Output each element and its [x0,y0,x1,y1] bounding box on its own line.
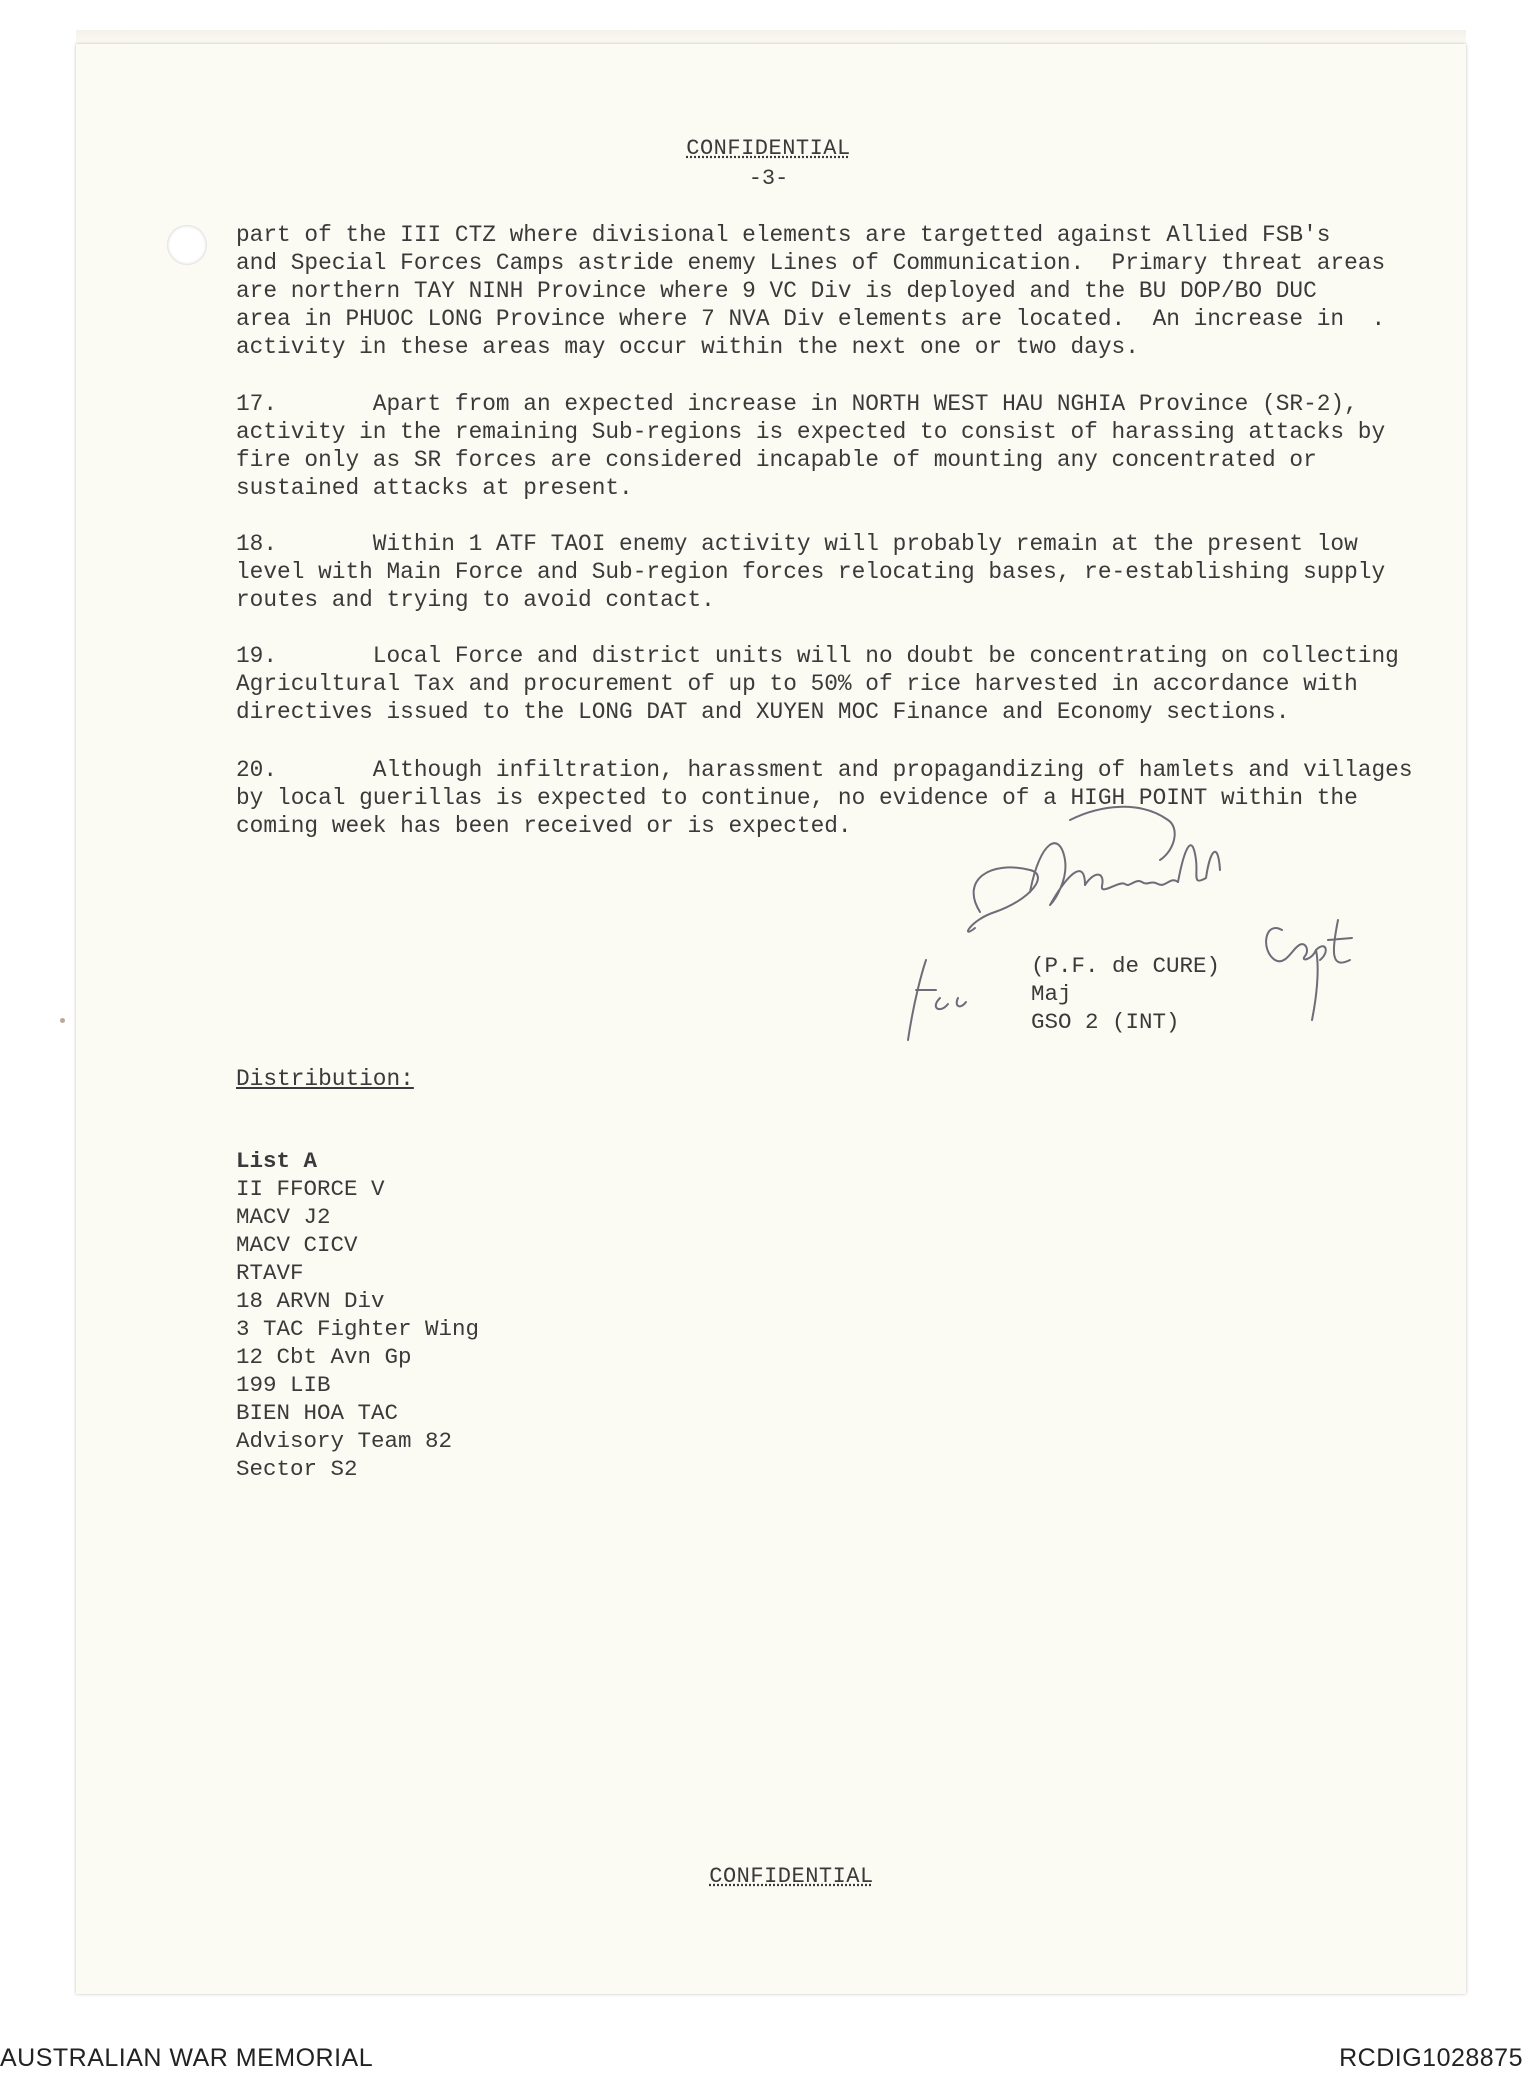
distribution-item: List A [236,1148,318,1174]
text-line: 18. Within 1 ATF TAOI enemy activity will probably remain at the present low [236,531,1358,557]
text-line: by local guerillas is expected to continue, no evidence of a HIGH POINT within the [236,785,1358,811]
signature-stroke [1085,875,1178,890]
signature-stroke [968,867,1038,931]
text-line: directives issued to the LONG DAT and XUYEN MOC Finance and Economy sections. [236,699,1290,725]
paper-speck [60,1018,65,1023]
signature-stroke [1266,928,1298,961]
header-classification-row [0,136,1537,161]
signature-stroke [1030,843,1085,905]
text-line: sustained attacks at present. [236,475,633,501]
footer-classification: CONFIDENTIAL [709,1864,874,1889]
signature-stroke [908,960,936,1040]
distribution-item: 18 ARVN Div [236,1288,385,1314]
distribution-item: MACV J2 [236,1204,331,1230]
distribution-item: BIEN HOA TAC [236,1400,399,1426]
text-line: 19. Local Force and district units will no doubt be concentrating on collecting [236,643,1399,669]
text-line: 17. Apart from an expected increase in NORTH WEST HAU NGHIA Province (SR-2), [236,391,1358,417]
text-line: are northern TAY NINH Province where 9 VC Div is deployed and the BU DOP/BO DUC [236,278,1317,304]
punch-hole [167,225,207,265]
distribution-item: 3 TAC Fighter Wing [236,1316,480,1342]
header-classification: CONFIDENTIAL [686,136,851,161]
signature-stroke [1298,944,1318,1020]
record-id: RCDIG1028875 [1339,2044,1523,2072]
text-line: coming week has been received or is expected. [236,813,852,839]
text-line: 20. Although infiltration, harassment and propagandizing of hamlets and villages [236,757,1413,783]
distribution-item: Sector S2 [236,1456,358,1482]
footer-classification-row [0,1864,1537,1889]
text-line: routes and trying to avoid contact. [236,587,715,613]
signatory-rank: Maj [1031,981,1072,1007]
page-number: -3- [748,166,789,191]
distribution-item: MACV CICV [236,1232,358,1258]
paragraph-continuation [236,221,1436,361]
text-line: level with Main Force and Sub-region forces relocating bases, re-establishing supply [236,559,1386,585]
distribution-heading: Distribution: [236,1066,414,1092]
distribution-item: 199 LIB [236,1372,331,1398]
distribution-item: 12 Cbt Avn Gp [236,1344,412,1370]
distribution-item: RTAVF [236,1260,304,1286]
paragraph-19 [236,642,1436,726]
signatory-appointment: GSO 2 (INT) [1031,1009,1180,1035]
text-line: and Special Forces Camps astride enemy Lines of Communication. Primary threat areas [236,250,1386,276]
text-line: activity in these areas may occur within the next one or two days. [236,334,1139,360]
paper-top-edge [76,30,1466,44]
text-line: part of the III CTZ where divisional elements are targetted against Allied FSB's [236,222,1331,248]
text-line: area in PHUOC LONG Province where 7 NVA Div elements are located. An increase in . [236,306,1386,332]
text-line: activity in the remaining Sub-regions is expected to consist of harassing attacks by [236,419,1386,445]
paragraph-18 [236,530,1436,614]
distribution-item: II FFORCE V [236,1176,385,1202]
signature-stroke [1070,807,1175,860]
distribution-list [236,1147,479,1483]
archive-name: AUSTRALIAN WAR MEMORIAL [0,2044,374,2072]
signatory-name: (P.F. de CURE) [1031,953,1221,979]
signature-stroke [1178,845,1220,882]
signature-stroke [1316,920,1352,963]
page-number-row [0,166,1537,191]
signature-stroke [936,998,966,1009]
text-line: fire only as SR forces are considered incapable of mounting any concentrated or [236,447,1317,473]
paragraph-17 [236,390,1436,502]
text-line: Agricultural Tax and procurement of up to 50% of rice harvested in accordance with [236,671,1358,697]
distribution-item: Advisory Team 82 [236,1428,453,1454]
signature-block [1031,952,1220,1036]
